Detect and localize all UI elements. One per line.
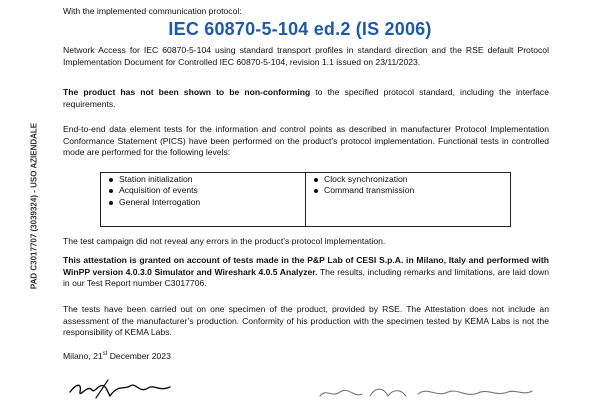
side-stamp-text: PAD C3017707 (3039324) - USO AZIENDALE <box>29 122 39 290</box>
levels-right-column <box>305 173 510 226</box>
level-item: Command transmission <box>324 185 504 196</box>
specimen-paragraph: The tests have been carried out on one specimen of the product, provided by RSE. The Attestation does not include an assessment of the manufacturer’s production. Conformity of his production with the specimen tested by KEMA Labs is not the responsibility of KEMA Labs. <box>63 304 549 338</box>
date-prefix: Milano, 21 <box>63 351 103 361</box>
date-rest: December 2023 <box>107 351 171 361</box>
levels-left-column <box>101 173 305 226</box>
level-item: Clock synchronization <box>324 174 504 185</box>
non-conforming-paragraph <box>63 87 549 110</box>
level-item: General Interrogation <box>119 197 299 208</box>
intro-line: With the implemented communication protocol: <box>63 6 242 16</box>
date-suffix: st <box>102 351 108 358</box>
non-conforming-bold: The product has not been shown to be non-conforming <box>63 87 311 97</box>
level-item: Station initialization <box>119 174 299 185</box>
non-conforming-rest: to the specified protocol standard, including the interface requirements. <box>63 87 549 109</box>
side-stamp <box>27 117 41 295</box>
attestation-rest: The results, including remarks and limitations, are laid down in our Test Report number C3017706. <box>63 266 549 289</box>
signature-left <box>66 378 178 400</box>
attestation-paragraph <box>63 255 549 290</box>
no-errors-paragraph: The test campaign did not reveal any errors in the product’s protocol implementation. <box>63 236 386 246</box>
issue-date <box>63 351 171 361</box>
network-access-paragraph: Network Access for IEC 60870-5-104 using standard transport profiles in standard direction and the RSE default Protocol Implementation Document for Controlled IEC 60870-5-104, revision 1.1 issued on 23/11/2023. <box>63 45 549 67</box>
test-levels-table <box>100 172 511 227</box>
level-item: Acquisition of events <box>119 185 299 196</box>
signature-right <box>318 384 534 400</box>
attestation-bold: This attestation is granted on account of tests made in the P&P Lab of CESI S.p.A. in Milano, Italy and performed with WinPP version 4.0.3.0 Simulator and Wireshark 4.0.5 Analyzer. <box>63 255 549 277</box>
tests-paragraph: End-to-end data element tests for the information and control points as described in manufacturer Protocol Implementation Conformance Statement (PICS) have been performed on the product’s protocol implementation. Functional tests in controlled mode are performed for the following levels: <box>63 124 549 158</box>
standard-title: IEC 60870-5-104 ed.2 (IS 2006) <box>168 19 432 39</box>
